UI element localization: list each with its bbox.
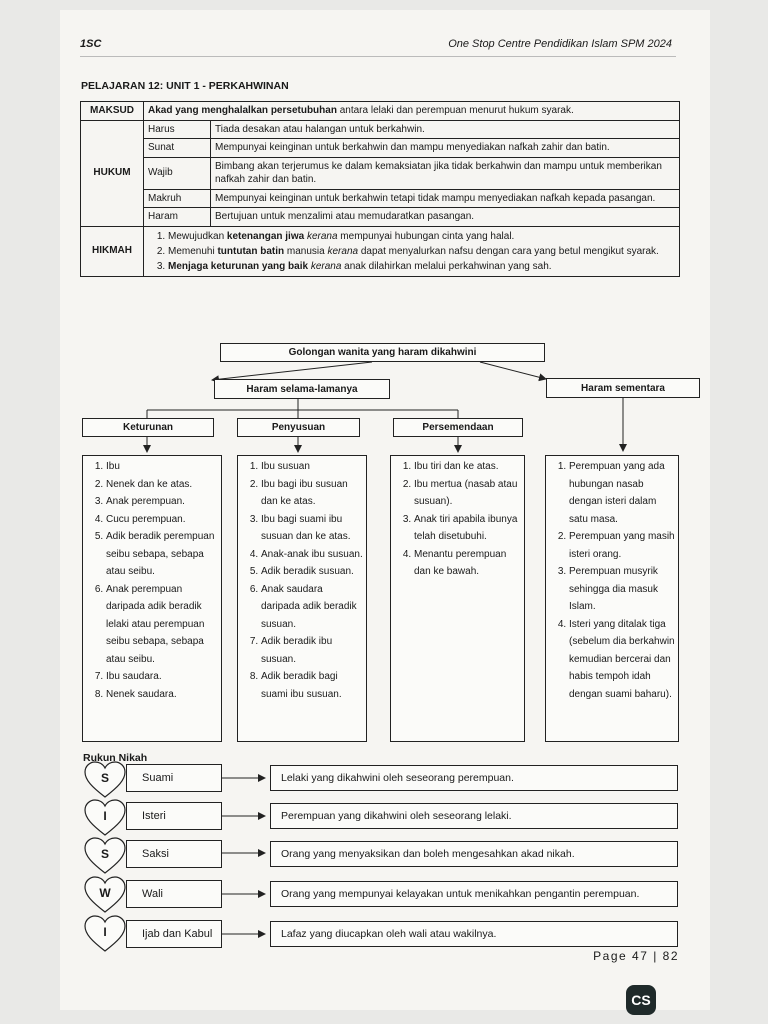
chart-root: Golongan wanita yang haram dikahwini bbox=[220, 343, 545, 362]
list-item: 7. Ibu saudara. bbox=[106, 668, 218, 686]
heart-icon bbox=[84, 915, 126, 953]
header-left: 1SC bbox=[80, 38, 102, 50]
list-item: 4. Menantu perempuan dan ke bawah. bbox=[414, 546, 521, 581]
heart-letter: S bbox=[100, 771, 109, 785]
hikmah-label: HIKMAH bbox=[81, 226, 144, 276]
list-item: 6. Anak perempuan daripada adik beradik lelaki atau perempuan seibu sebapa, sebapa atau seibu. bbox=[106, 581, 218, 669]
category-persemendaan: Persemendaan bbox=[393, 418, 523, 437]
list-item: 3. Anak tiri apabila ibunya telah disetubuhi. bbox=[414, 511, 521, 546]
rukun-name: Suami bbox=[126, 764, 222, 792]
category-keturunan: Keturunan bbox=[82, 418, 214, 437]
list-item: 6. Anak saudara daripada adik beradik susuan. bbox=[261, 581, 363, 634]
rukun-desc: Perempuan yang dikahwini oleh seseorang lelaki. bbox=[270, 803, 678, 829]
hukum-label: HUKUM bbox=[81, 120, 144, 226]
hukum-name: Haram bbox=[144, 208, 211, 227]
rukun-desc: Orang yang menyaksikan dan boleh mengesahkan akad nikah. bbox=[270, 841, 678, 867]
hukum-name: Harus bbox=[144, 120, 211, 139]
hukum-desc: Mempunyai keinginan untuk berkahwin tetapi tidak mampu menyediakan nafkah kepada pasangan. bbox=[211, 189, 680, 208]
hukum-name: Wajib bbox=[144, 157, 211, 189]
page-title: PELAJARAN 12: UNIT 1 - PERKAHWINAN bbox=[81, 80, 289, 92]
list-item: 5. Adik beradik susuan. bbox=[261, 563, 363, 581]
list-sementara bbox=[545, 455, 679, 742]
hikmah-content bbox=[144, 226, 680, 276]
list-item: 3. Ibu bagi suami ibu susuan dan ke atas. bbox=[261, 511, 363, 546]
rukun-name: Wali bbox=[126, 880, 222, 908]
rukun-desc: Orang yang mempunyai kelayakan untuk menikahkan pengantin perempuan. bbox=[270, 881, 678, 907]
heart-letter: W bbox=[99, 886, 111, 900]
maksud-text: Akad yang menghalalkan persetubuhan antara lelaki dan perempuan menurut hukum syarak. bbox=[144, 102, 680, 121]
hikmah-item: 1. Mewujudkan ketenangan jiwa kerana mempunyai hubungan cinta yang halal. bbox=[168, 229, 675, 244]
maksud-label: MAKSUD bbox=[81, 102, 144, 121]
list-item: 4. Anak-anak ibu susuan. bbox=[261, 546, 363, 564]
list-penyusuan bbox=[237, 455, 367, 742]
hukum-desc: Mempunyai keinginan untuk berkahwin dan mampu menyediakan nafkah zahir dan batin. bbox=[211, 139, 680, 158]
heart-icon bbox=[84, 799, 126, 837]
list-item: 1. Perempuan yang ada hubungan nasab dengan isteri dalam satu masa. bbox=[569, 458, 675, 528]
list-persemendaan bbox=[390, 455, 525, 742]
hukum-desc: Bimbang akan terjerumus ke dalam kemaksiatan jika tidak berkahwin dan mampu untuk memberikan nafkah zahir dan batin. bbox=[211, 157, 680, 189]
rukun-desc: Lelaki yang dikahwini oleh seseorang perempuan. bbox=[270, 765, 678, 791]
header-right: One Stop Centre Pendidikan Islam SPM 2024 bbox=[448, 38, 672, 50]
list-item: 2. Ibu mertua (nasab atau susuan). bbox=[414, 476, 521, 511]
hukum-desc: Tiada desakan atau halangan untuk berkahwin. bbox=[211, 120, 680, 139]
list-item: 1. Ibu bbox=[106, 458, 218, 476]
list-item: 8. Nenek saudara. bbox=[106, 686, 218, 704]
camscanner-logo-icon: CS bbox=[626, 985, 656, 1015]
heart-letter: I bbox=[103, 925, 107, 939]
hukum-name: Sunat bbox=[144, 139, 211, 158]
list-item: 2. Perempuan yang masih isteri orang. bbox=[569, 528, 675, 563]
list-item: 4. Isteri yang ditalak tiga (sebelum dia berkahwin kemudian bercerai dan habis tempoh idah dengan suami baharu). bbox=[569, 616, 675, 704]
branch-sementara: Haram sementara bbox=[546, 378, 700, 398]
heart-icon bbox=[84, 876, 126, 914]
rukun-name: Ijab dan Kabul bbox=[126, 920, 222, 948]
list-item: 3. Anak perempuan. bbox=[106, 493, 218, 511]
list-item: 5. Adik beradik perempuan seibu sebapa, sebapa atau seibu. bbox=[106, 528, 218, 581]
heart-letter: I bbox=[103, 809, 107, 823]
heart-icon bbox=[84, 837, 126, 875]
header-divider bbox=[80, 56, 676, 57]
hikmah-item: 2. Memenuhi tuntutan batin manusia kerana dapat menyalurkan nafsu dengan cara yang betul mengikut syarak. bbox=[168, 244, 675, 259]
rukun-desc: Lafaz yang diucapkan oleh wali atau wakilnya. bbox=[270, 921, 678, 947]
list-item: 3. Perempuan musyrik sehingga dia masuk Islam. bbox=[569, 563, 675, 616]
list-item: 2. Ibu bagi ibu susuan dan ke atas. bbox=[261, 476, 363, 511]
hikmah-item: 3. Menjaga keturunan yang baik kerana anak dilahirkan melalui perkahwinan yang sah. bbox=[168, 259, 675, 274]
hukum-name: Makruh bbox=[144, 189, 211, 208]
branch-selamanya: Haram selama-lamanya bbox=[214, 379, 390, 399]
hukum-desc: Bertujuan untuk menzalimi atau memudaratkan pasangan. bbox=[211, 208, 680, 227]
rukun-title: Rukun Nikah bbox=[83, 752, 148, 764]
list-item: 7. Adik beradik ibu susuan. bbox=[261, 633, 363, 668]
list-keturunan bbox=[82, 455, 222, 742]
page-number: Page 47 | 82 bbox=[593, 949, 679, 963]
list-item: 4. Cucu perempuan. bbox=[106, 511, 218, 529]
list-item: 1. Ibu susuan bbox=[261, 458, 363, 476]
category-penyusuan: Penyusuan bbox=[237, 418, 360, 437]
heart-icon bbox=[84, 761, 126, 799]
list-item: 1. Ibu tiri dan ke atas. bbox=[414, 458, 521, 476]
rukun-name: Isteri bbox=[126, 802, 222, 830]
list-item: 8. Adik beradik bagi suami ibu susuan. bbox=[261, 668, 363, 703]
list-item: 2. Nenek dan ke atas. bbox=[106, 476, 218, 494]
heart-letter: S bbox=[100, 847, 109, 861]
rukun-name: Saksi bbox=[126, 840, 222, 868]
definition-table bbox=[80, 101, 680, 277]
